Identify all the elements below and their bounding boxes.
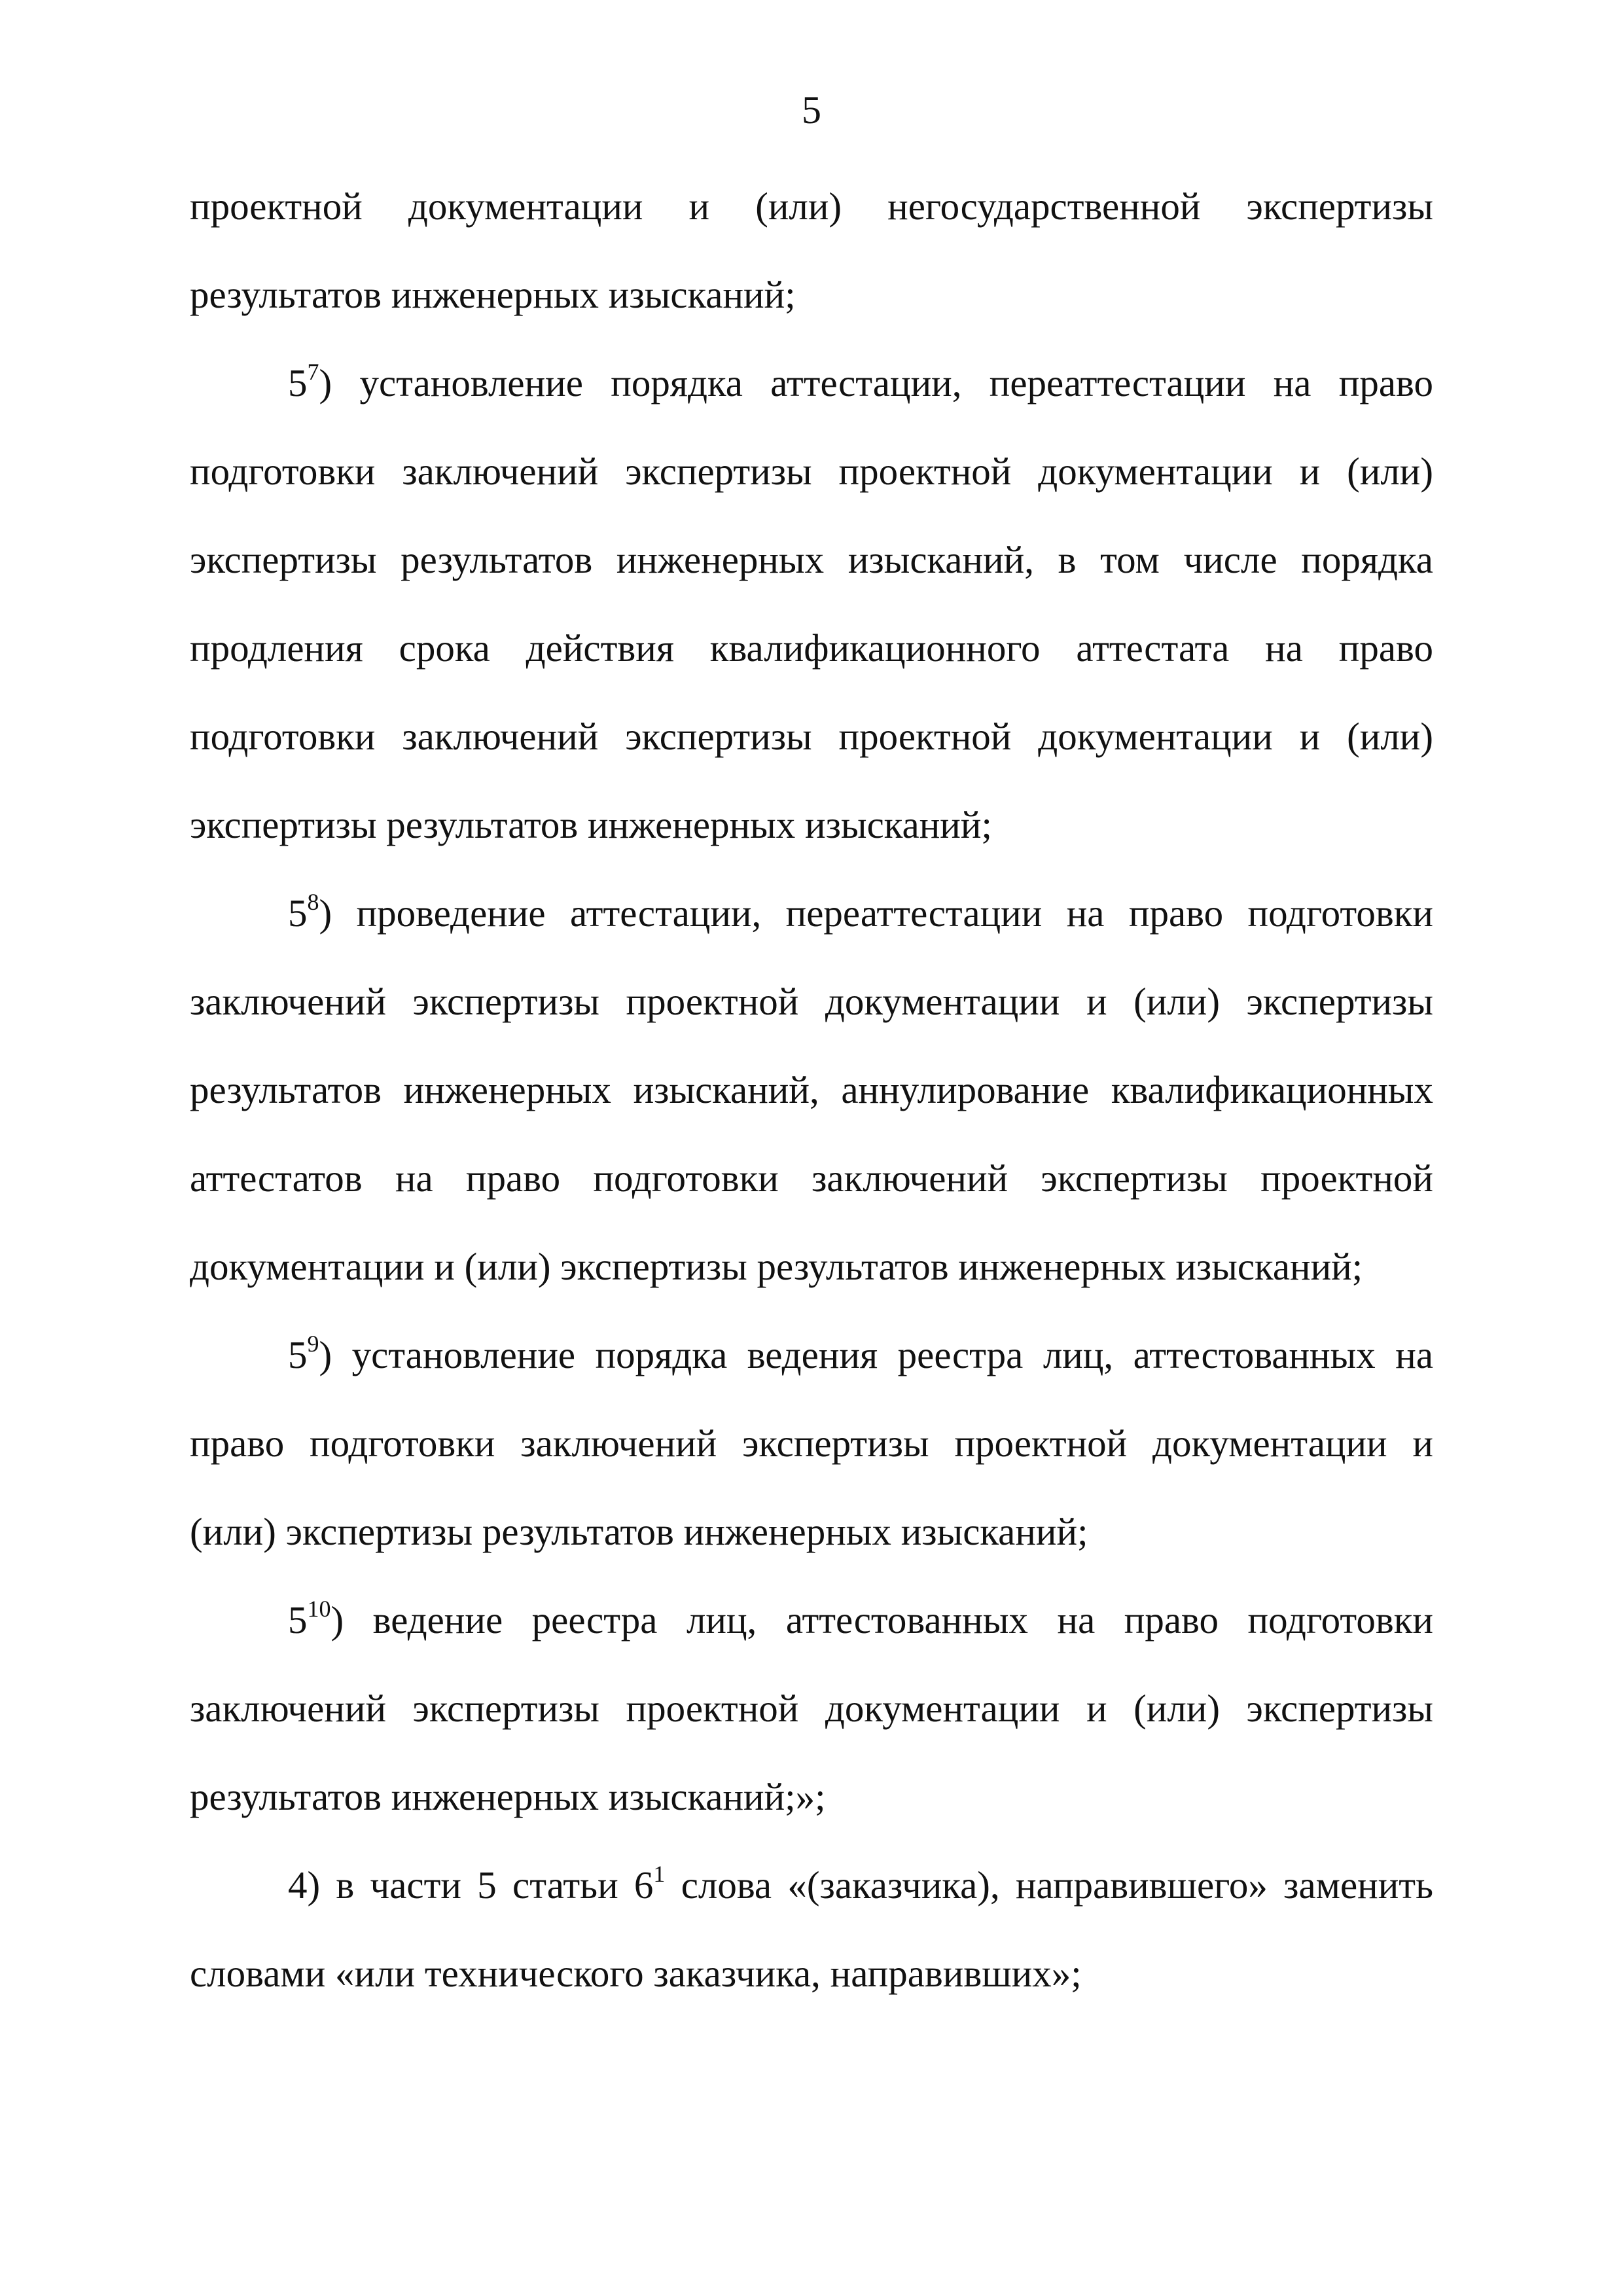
- paragraph-text: слова «(заказчика), направившего» заменить словами «или технического заказчика, направивших»;: [190, 1863, 1433, 1995]
- document-body: [190, 162, 1433, 2018]
- list-item-5-7: [190, 339, 1433, 869]
- item-number: 5: [288, 1333, 308, 1376]
- paragraph-text: проектной документации и (или) негосударственной экспертизы результатов инженерных изысканий;: [190, 185, 1433, 316]
- paragraph-text: ) проведение аттестации, переаттестации на право подготовки заключений экспертизы проектной документации и (или) экспертизы результатов инженерных изысканий, аннулирование квалификационных аттестатов на право подготовки заключений экспертизы проектной документации и (или) экспертизы результатов инженерных изысканий;: [190, 891, 1433, 1288]
- item-superscript: 8: [307, 889, 319, 916]
- list-item-5-8: [190, 869, 1433, 1311]
- item-number: 5: [288, 891, 308, 935]
- item-prefix: 4) в части 5 статьи 6: [288, 1863, 654, 1907]
- item-superscript: 9: [307, 1331, 319, 1357]
- paragraph-text: ) установление порядка ведения реестра лиц, аттестованных на право подготовки заключений экспертизы проектной документации и (или) экспертизы результатов инженерных изысканий;: [190, 1333, 1433, 1553]
- item-superscript: 1: [653, 1861, 666, 1888]
- paragraph-text: ) ведение реестра лиц, аттестованных на право подготовки заключений экспертизы проектной документации и (или) экспертизы результатов инженерных изысканий;»;: [190, 1598, 1433, 1818]
- item-number: 5: [288, 361, 308, 404]
- paragraph-text: ) установление порядка аттестации, переаттестации на право подготовки заключений экспертизы проектной документации и (или) экспертизы результатов инженерных изысканий, в том числе порядка продления срока действия квалификационного аттестата на право подготовки заключений экспертизы проектной документации и (или) экспертизы результатов инженерных изысканий;: [190, 361, 1433, 846]
- list-item-5-9: [190, 1311, 1433, 1576]
- item-superscript: 7: [307, 359, 319, 386]
- item-number: 5: [288, 1598, 308, 1641]
- item-superscript: 10: [307, 1596, 331, 1623]
- page-number: 5: [802, 88, 821, 132]
- list-item-5-10: [190, 1576, 1433, 1841]
- paragraph-continuation: [190, 162, 1433, 339]
- list-item-4: [190, 1841, 1433, 2018]
